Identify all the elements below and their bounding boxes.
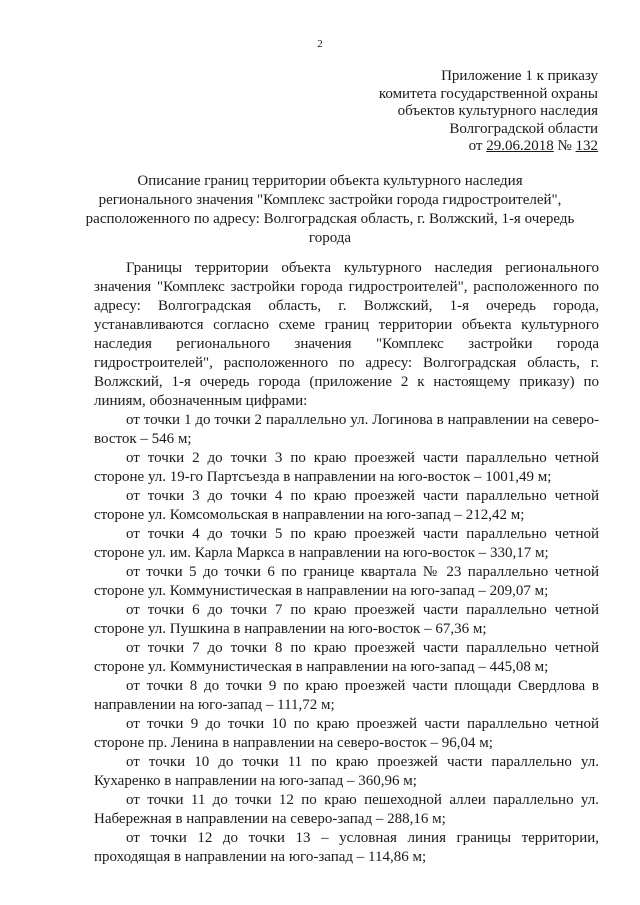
intro-paragraph: Границы территории объекта культурного наследия регионального значения "Комплекс застройки города гидростроителей", расположенного по адресу: Волгоградская область, г. Волжский, 1-я очередь города, устанавливаются согласно схеме границ территории объекта культурного наследия регионального значения "Комплекс застройки города гидростроителей", расположенного по адресу: Волгоградская область, г. Волжский, 1-я очередь города (приложение 2 к настоящему приказу) по линиям, обозначенным цифрами: [94, 260, 599, 409]
appendix-line-3: объектов культурного наследия [397, 103, 598, 120]
segment-paragraph: от точки 7 до точки 8 по краю проезжей части параллельно четной стороне ул. Коммунистическая в направлении на юго-запад – 445,08 м; [94, 640, 599, 675]
order-number: 132 [575, 138, 598, 155]
segment-paragraph: от точки 8 до точки 9 по краю проезжей части площади Свердлова в направлении на юго-запад – 111,72 м; [94, 678, 599, 713]
appendix-line-2: комитета государственной охраны [378, 85, 598, 102]
segment-paragraph: от точки 6 до точки 7 по краю проезжей части параллельно четной стороне ул. Пушкина в направлении на юго-восток – 67,36 м; [94, 602, 599, 637]
appendix-line-4: Волгоградской области [449, 120, 598, 137]
segment-paragraph: от точки 9 до точки 10 по краю проезжей части параллельно четной стороне пр. Ленина в направлении на северо-восток – 96,04 м; [94, 716, 599, 751]
document-title [60, 172, 600, 248]
segment-paragraph: от точки 12 до точки 13 – условная линия границы территории, проходящая в направлении на юго-запад – 114,86 м; [94, 830, 599, 865]
appendix-line-1: Приложение 1 к приказу [441, 68, 598, 84]
document-body [94, 259, 599, 867]
segment-paragraph: от точки 4 до точки 5 по краю проезжей части параллельно четной стороне ул. им. Карла Маркса в направлении на юго-восток – 330,17 м; [94, 526, 599, 561]
title-line-4: города [308, 230, 352, 246]
segment-paragraph: от точки 10 до точки 11 по краю проезжей части параллельно ул. Кухаренко в направлении на юго-запад – 360,96 м; [94, 754, 599, 789]
segment-paragraph: от точки 5 до точки 6 по границе квартала № 23 параллельно четной стороне ул. Коммунистическая в направлении на юго-запад – 209,07 м; [94, 564, 599, 599]
date-prefix: от [468, 138, 487, 155]
segment-paragraph: от точки 2 до точки 3 по краю проезжей части параллельно четной стороне ул. 19-го Партсъезда в направлении на юго-восток – 1001,49 м; [94, 450, 599, 485]
number-prefix: № [553, 138, 576, 155]
segment-paragraph: от точки 1 до точки 2 параллельно ул. Логинова в направлении на северо-восток – 546 м; [94, 412, 599, 447]
title-line-3: расположенного по адресу: Волгоградская область, г. Волжский, 1-я очередь [85, 211, 575, 227]
appendix-date-line [298, 138, 598, 156]
order-date: 29.06.2018 [486, 138, 554, 155]
appendix-header [298, 68, 598, 156]
segment-paragraph: от точки 3 до точки 4 по краю проезжей части параллельно четной стороне ул. Комсомольская в направлении на юго-запад – 212,42 м; [94, 488, 599, 523]
title-line-1: Описание границ территории объекта культурного наследия [137, 173, 523, 189]
title-line-2: регионального значения "Комплекс застройки города гидростроителей", [98, 192, 562, 208]
segment-paragraph: от точки 11 до точки 12 по краю пешеходной аллеи параллельно ул. Набережная в направлении на северо-запад – 288,16 м; [94, 792, 599, 827]
page-number: 2 [317, 38, 323, 50]
